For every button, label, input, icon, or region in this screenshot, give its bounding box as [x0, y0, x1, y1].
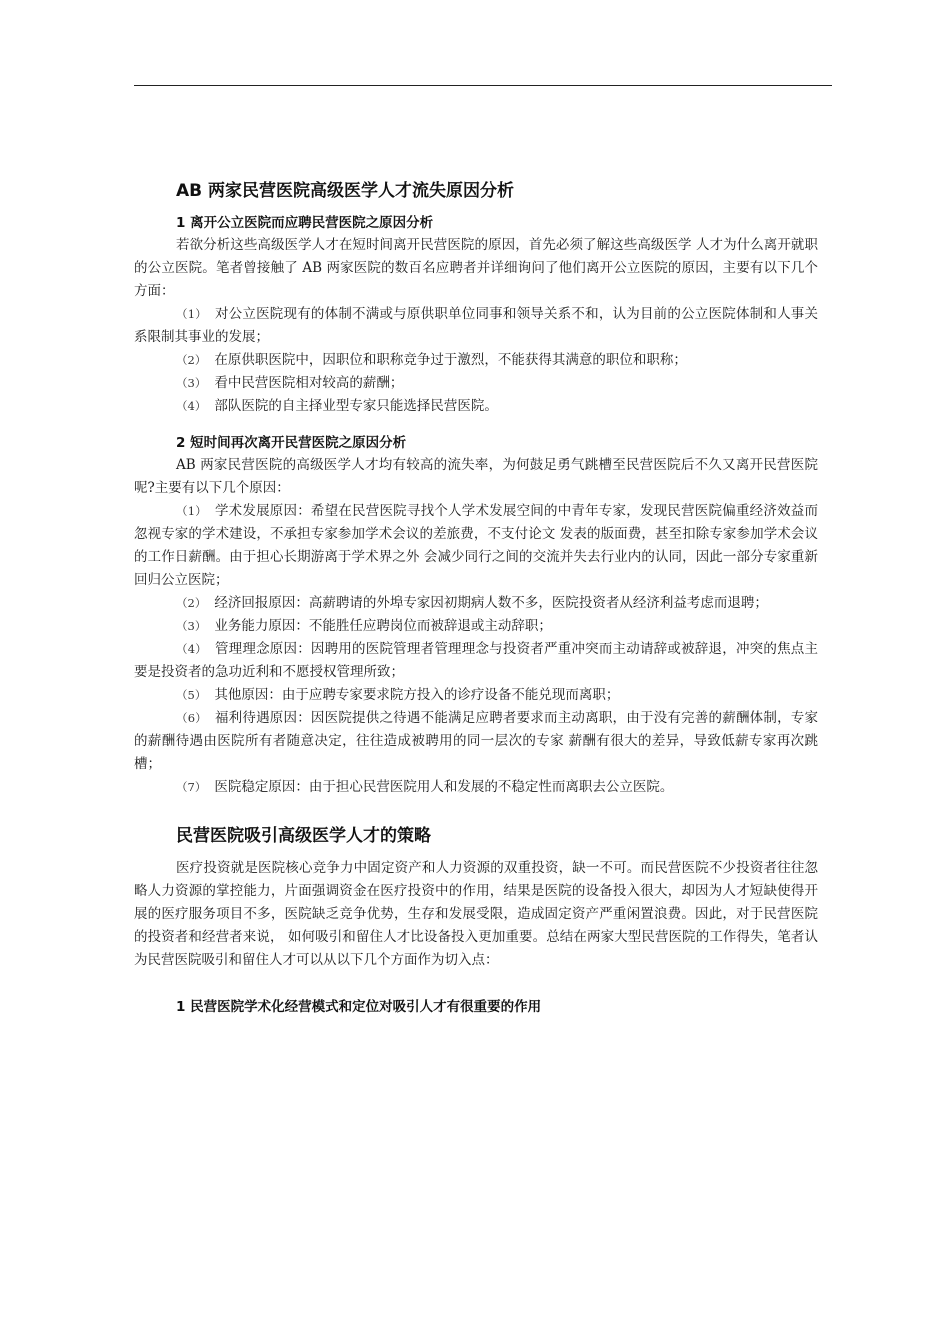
item-text: 在原供职医院中，因职位和职称竞争过于激烈，不能获得其满意的职位和职称； [214, 352, 687, 368]
item-text: 医院稳定原因：由于担心民营医院用人和发展的不稳定性而离职去公立医院。 [214, 779, 674, 795]
list-item [134, 684, 818, 707]
list-item [134, 395, 818, 418]
list-item [134, 707, 818, 776]
item-text: 业务能力原因：不能胜任应聘岗位而被辞退或主动辞职； [214, 618, 552, 634]
item-text: 看中民营医院相对较高的薪酬； [214, 375, 404, 391]
item-number: （2） [176, 353, 207, 367]
list-item [134, 349, 818, 372]
document-content [134, 178, 818, 1018]
list-item [134, 372, 818, 395]
section-1-sub-2-heading: 2 短时间再次离开民营医院之原因分析 [176, 435, 407, 451]
list-item [134, 303, 818, 349]
item-number: （2） [176, 596, 207, 610]
section-1-sub-2-intro: AB 两家民营医院的高级医学人才均有较高的流失率，为何鼓足勇气跳槽至民营医院后不久又离开民营医院呢?主要有以下几个原因： [134, 457, 818, 496]
item-number: （1） [176, 504, 207, 518]
section-2-intro: 医疗投资就是医院核心竞争力中固定资产和人力资源的双重投资，缺一不可。而民营医院不少投资者往往忽略人力资源的掌控能力，片面强调资金在医疗投资中的作用，结果是医院的设备投入很大，却因为人才短缺使得开展的医疗服务项目不多，医院缺乏竞争优势，生存和发展受限，造成固定资产严重闲置浪费。因此，对于民营医院的投资者和经营者来说， 如何吸引和留住人才比设备投入更加重要。总结在两家大型民营医院的工作得失，笔者认为民营医院吸引和留住人才可以从以下几个方面作为切入点： [134, 860, 818, 968]
item-text: 对公立医院现有的体制不满或与原供职单位同事和领导关系不和，认为目前的公立医院体制和人事关系限制其事业的发展； [134, 306, 818, 345]
header-rule [134, 85, 832, 86]
list-item [134, 592, 818, 615]
item-text: 学术发展原因：希望在民营医院寻找个人学术发展空间的中青年专家，发现民营医院偏重经济效益而忽视专家的学术建设，不承担专家参加学术会议的差旅费，不支付论文 发表的版面费，甚至扣除专家参加学术会议的工作日薪酬。由于担心长期游离于学术界之外 会减少同行之间的交流并失去行业内的认同，因此一部分专家重新回归公立医院； [134, 503, 818, 588]
item-number: （7） [176, 780, 207, 794]
list-item [134, 615, 818, 638]
section-2-title: 民营医院吸引高级医学人才的策略 [176, 826, 431, 846]
item-number: （4） [176, 642, 207, 656]
list-item [134, 638, 818, 684]
section-1-title: AB 两家民营医院高级医学人才流失原因分析 [176, 181, 515, 201]
item-number: （5） [176, 688, 207, 702]
item-text: 福利待遇原因：因医院提供之待遇不能满足应聘者要求而主动离职，由于没有完善的薪酬体制，专家的薪酬待遇由医院所有者随意决定，往往造成被聘用的同一层次的专家 薪酬有很大的差异，导致低薪专家再次跳槽； [134, 710, 818, 772]
item-text: 部队医院的自主择业型专家只能选择民营医院。 [214, 398, 498, 414]
section-2-sub-1-heading: 1 民营医院学术化经营模式和定位对吸引人才有很重要的作用 [176, 999, 542, 1015]
item-number: （3） [176, 376, 207, 390]
list-item [134, 500, 818, 592]
item-number: （6） [176, 711, 207, 725]
item-number: （1） [176, 307, 207, 321]
item-number: （4） [176, 399, 207, 413]
section-1-sub-1-intro: 若欲分析这些高级医学人才在短时间离开民营医院的原因，首先必须了解这些高级医学 人才为什么离开就职的公立医院。笔者曾接触了 AB 两家医院的数百名应聘者并详细询问了他们离开公立医院的原因，主要有以下几个方面： [134, 237, 818, 299]
item-text: 其他原因：由于应聘专家要求院方投入的诊疗设备不能兑现而离职； [214, 687, 620, 703]
item-text: 经济回报原因：高薪聘请的外埠专家因初期病人数不多，医院投资者从经济利益考虑而退聘； [214, 595, 768, 611]
item-text: 管理理念原因：因聘用的医院管理者管理理念与投资者严重冲突而主动请辞或被辞退，冲突的焦点主要是投资者的急功近利和不愿授权管理所致； [134, 641, 818, 680]
list-item [134, 776, 818, 799]
section-1-sub-1-heading: 1 离开公立医院而应聘民营医院之原因分析 [176, 215, 434, 231]
item-number: （3） [176, 619, 207, 633]
